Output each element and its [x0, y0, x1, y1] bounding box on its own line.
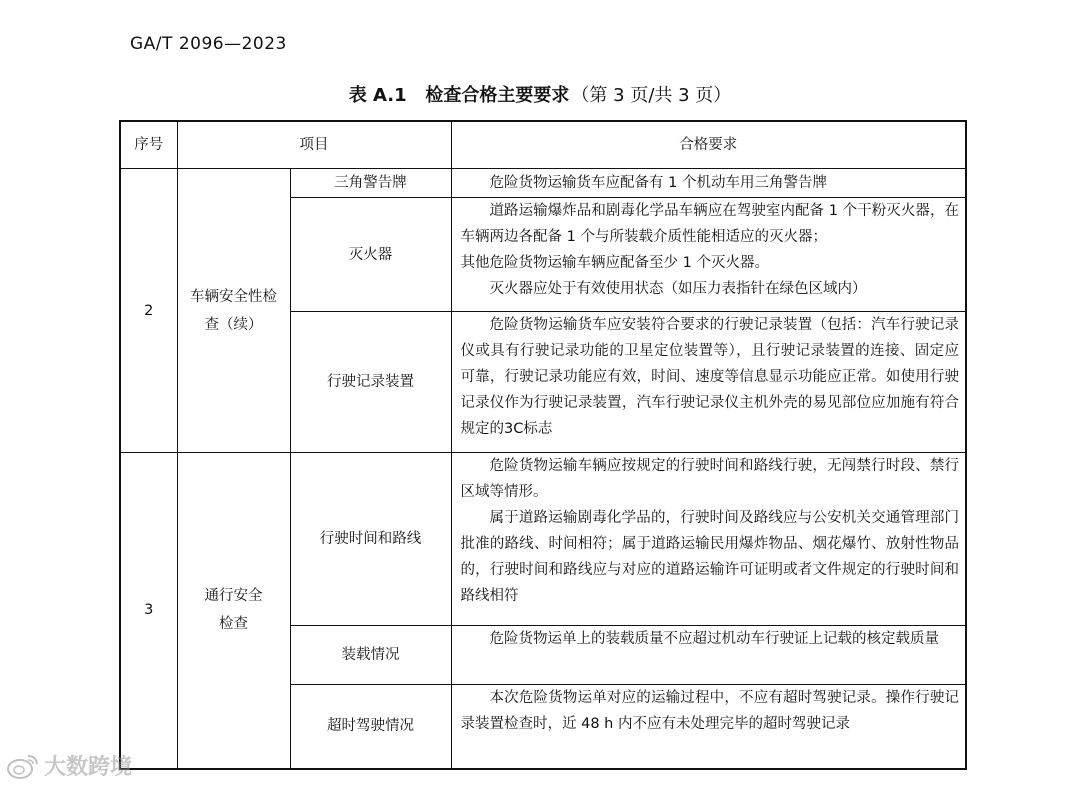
category-label: 车辆安全性检查（续）: [190, 288, 277, 333]
table-title: [0, 81, 1080, 107]
requirement-text: 道路运输爆炸品和剧毒化学品车辆应在驾驶室内配备 1 个干粉灭火器，在车辆两边各配备 1 个与所装载介质性能相适应的灭火器；: [460, 203, 959, 245]
item-requirement: [451, 626, 966, 685]
table-header-row: [120, 121, 966, 169]
table-title-page-info: （第 3 页/共 3 页）: [571, 85, 732, 106]
item-requirement: [451, 169, 966, 198]
table-title-main: 表 A.1 检查合格主要要求: [348, 85, 570, 106]
requirement-text: 危险货物运输货车应安装符合要求的行驶记录装置（包括：汽车行驶记录仪或具有行驶记录功能的卫星定位装置等），且行驶记录装置的连接、固定应可靠，行驶记录功能应有效，时间、速度等信息显示功能应正常。如使用行驶记录仪作为行驶记录装置，汽车行驶记录仪主机外壳的易见部位应加施有符合规定的3C标志: [460, 317, 959, 437]
table-row: [120, 453, 966, 626]
item-name: 三角警告牌: [290, 169, 451, 198]
requirement-text: 危险货物运输货车应配备有 1 个机动车用三角警告牌: [489, 175, 827, 191]
requirement-text: 危险货物运单上的装载质量不应超过机动车行驶证上记载的核定载质量: [489, 631, 939, 647]
weibo-logo-icon: [6, 752, 40, 780]
requirement-text: 其他危险货物运输车辆应配备至少 1 个灭火器。: [460, 255, 769, 271]
item-requirement: [451, 453, 966, 626]
watermark: [6, 750, 132, 781]
item-name: 装载情况: [290, 626, 451, 685]
row-category: [177, 453, 290, 769]
item-name: 行驶记录装置: [290, 312, 451, 453]
row-number: 3: [120, 453, 177, 769]
standard-code: GA/T 2096—2023: [130, 34, 287, 54]
col-header-requirement: 合格要求: [451, 121, 966, 169]
col-header-item: 项目: [177, 121, 451, 169]
requirement-text: 本次危险货物运单对应的运输过程中，不应有超时驾驶记录。操作行驶记录装置检查时，近 48 h 内不应有未处理完毕的超时驾驶记录: [460, 690, 959, 732]
item-requirement: [451, 312, 966, 453]
row-number: 2: [120, 169, 177, 453]
row-category: [177, 169, 290, 453]
item-name: 灭火器: [290, 198, 451, 312]
item-requirement: [451, 685, 966, 769]
requirement-text: 危险货物运输车辆应按规定的行驶时间和路线行驶，无闯禁行时段、禁行区域等情形。: [460, 458, 959, 500]
col-header-number: 序号: [120, 121, 177, 169]
requirements-table: [119, 120, 967, 770]
requirement-text: 属于道路运输剧毒化学品的，行驶时间及路线应与公安机关交通管理部门批准的路线、时间相符；属于道路运输民用爆炸物品、烟花爆竹、放射性物品的，行驶时间和路线应与对应的道路运输许可证明或者文件规定的行驶时间和路线相符: [460, 510, 959, 604]
item-name: 行驶时间和路线: [290, 453, 451, 626]
item-name: 超时驾驶情况: [290, 685, 451, 769]
table-row: [120, 169, 966, 198]
watermark-text: 大数跨境: [44, 755, 133, 780]
category-label: 通行安全检查: [204, 588, 263, 633]
item-requirement: [451, 198, 966, 312]
requirement-text: 灭火器应处于有效使用状态（如压力表指针在绿色区域内）: [489, 281, 867, 297]
